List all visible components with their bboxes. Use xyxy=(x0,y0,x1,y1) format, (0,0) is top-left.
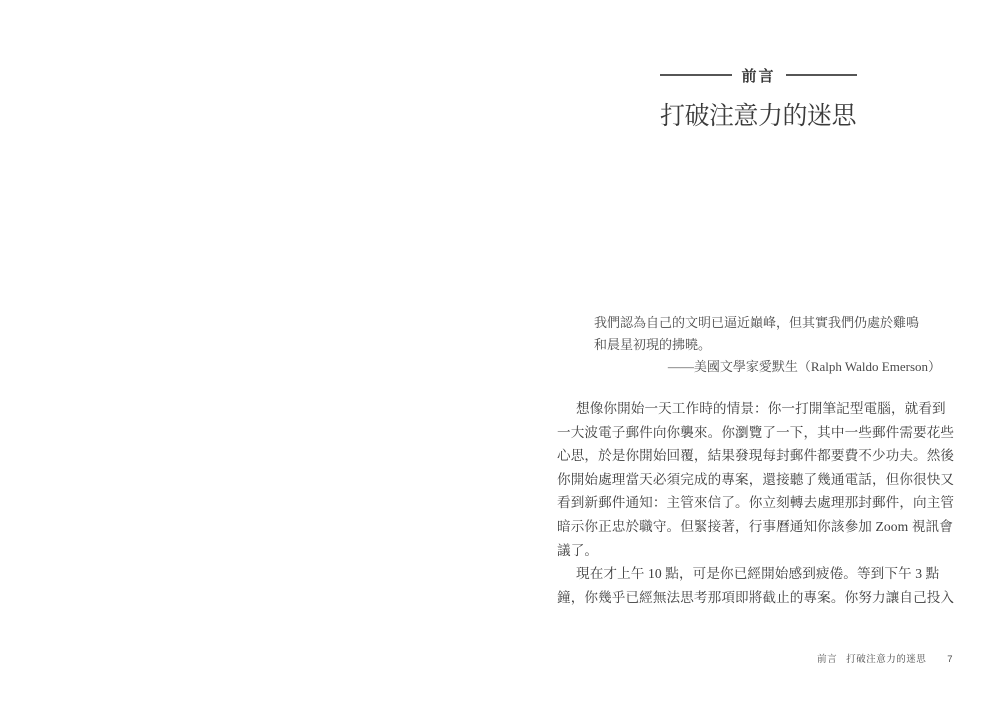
header-rule-right-icon xyxy=(786,74,858,76)
body-line: 心思，於是你開始回覆，結果發現每封郵件都要費不少功夫。然後 xyxy=(557,448,955,464)
body-line: 看到新郵件通知：主管來信了。你立刻轉去處理那封郵件，向主管 xyxy=(557,495,955,511)
body-line: 你開始處理當天必須完成的專案，還接聽了幾通電話，但你很快又 xyxy=(557,471,955,487)
page-number: 7 xyxy=(947,654,953,665)
body-line: 一大波電子郵件向你襲來。你瀏覽了一下，其中一些郵件需要花些 xyxy=(557,424,955,440)
body-line: 鐘，你幾乎已經無法思考那項即將截止的專案。你努力讓自己投入 xyxy=(557,589,955,605)
header-rule-left-icon xyxy=(660,74,732,76)
epigraph xyxy=(594,312,941,378)
chapter-label: 前言 xyxy=(741,67,776,85)
chapter-title: 打破注意力的迷思 xyxy=(660,102,857,130)
epigraph-line: 和晨星初現的拂曉。 xyxy=(594,337,712,352)
footer-section-label: 前言 xyxy=(817,654,838,665)
epigraph-attribution: ——美國文學家愛默生（Ralph Waldo Emerson） xyxy=(667,359,941,374)
body-line: 現在才上午 10 點，可是你已經開始感到疲倦。等到下午 3 點 xyxy=(576,566,940,582)
epigraph-line: 我們認為自己的文明已逼近巔峰，但其實我們仍處於雞鳴 xyxy=(594,315,920,330)
body-line: 想像你開始一天工作時的情景：你一打開筆記型電腦，就看到 xyxy=(576,401,946,416)
body-line: 議了。 xyxy=(557,542,599,558)
body-line: 暗示你正忠於職守。但緊接著，行事曆通知你該參加 Zoom 視訊會 xyxy=(557,518,953,534)
footer-chapter-title: 打破注意力的迷思 xyxy=(846,654,927,665)
chapter-header xyxy=(660,66,857,84)
page-footer xyxy=(817,651,953,665)
body-text xyxy=(557,397,954,609)
